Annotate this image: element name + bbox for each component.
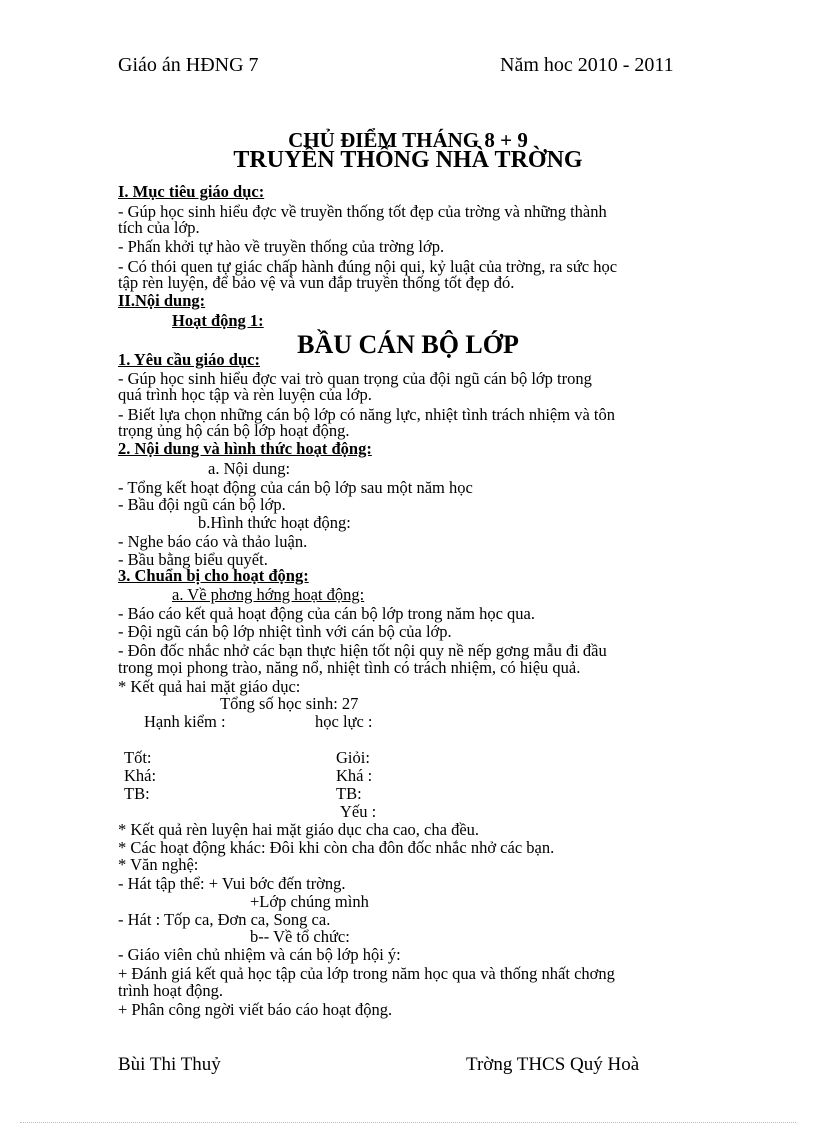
- academic-label: học lực :: [315, 712, 373, 731]
- text-line: - Hát : Tốp ca, Đơn ca, Song ca.: [118, 910, 331, 929]
- text-line: - Gúp học sinh hiểu đợc về truyền thống tốt đẹp của trờng và những thành: [118, 202, 607, 221]
- subheading-form: b.Hình thức hoạt động:: [198, 513, 351, 532]
- text-line: - Biết lựa chọn những cán bộ lớp có năng lực, nhiệt tình trách nhiệm và tôn: [118, 405, 615, 424]
- text-line: trong mọi phong trào, năng nổ, nhiệt tình có trách nhiệm, có hiệu quả.: [118, 658, 581, 677]
- text-line: trọng ủng hộ cán bộ lớp hoạt động.: [118, 421, 350, 440]
- text-line: - Đội ngũ cán bộ lớp nhiệt tình với cán bộ của lớp.: [118, 622, 452, 641]
- section-heading-requirements: 1. Yêu cầu giáo dục:: [118, 350, 260, 369]
- text-line: * Kết quả rèn luyện hai mặt giáo dục cha cao, cha đều.: [118, 820, 480, 839]
- text-line: +Lớp chúng mình: [250, 892, 369, 911]
- text-line: - Nghe báo cáo và thảo luận.: [118, 532, 308, 551]
- text-line: - Tổng kết hoạt động của cán bộ lớp sau một năm học: [118, 478, 473, 497]
- conduct-good: Tốt:: [124, 748, 152, 767]
- section-heading-preparation: 3. Chuẩn bị cho hoạt động:: [118, 566, 309, 585]
- section-heading-content: II.Nội dung:: [118, 291, 206, 310]
- text-line: - Bầu bằng biểu quyết.: [118, 550, 268, 569]
- text-line: tích của lớp.: [118, 218, 200, 237]
- text-line: - Gúp học sinh hiểu đợc vai trò quan trọng của đội ngũ cán bộ lớp trong: [118, 369, 592, 388]
- subheading-organization: b-- Về tổ chức:: [250, 927, 350, 946]
- text-line: - Đôn đốc nhắc nhở các bạn thực hiện tốt nội quy nề nếp gơng mẫu đi đầu: [118, 641, 607, 660]
- conduct-fair: Khá:: [124, 766, 157, 785]
- footer-author: Bùi Thi Thuỷ: [118, 1054, 221, 1075]
- text-line: - Giáo viên chủ nhiệm và cán bộ lớp hội ý:: [118, 945, 401, 964]
- text-line: + Phân công ngời viết báo cáo hoạt động.: [118, 1000, 393, 1019]
- subheading-direction: a. Về phơng hớng hoạt động:: [172, 585, 365, 604]
- text-line: * Các hoạt động khác: Đôi khi còn cha đôn đốc nhắc nhở các bạn.: [118, 838, 555, 857]
- subject-title: CHỦ ĐIỂM THÁNG 8 + 9: [288, 128, 528, 152]
- conduct-label: Hạnh kiểm :: [144, 712, 226, 731]
- activity-heading: Hoạt động 1:: [172, 311, 264, 330]
- text-line: - Báo cáo kết quả hoạt động của cán bộ lớp trong năm học qua.: [118, 604, 535, 623]
- section-heading-goals: I. Mục tiêu giáo dục:: [118, 182, 265, 201]
- text-line: + Đánh giá kết quả học tập của lớp trong năm học qua và thống nhất chơng: [118, 964, 615, 983]
- text-line: trình hoạt động.: [118, 981, 223, 1000]
- header-right: Năm hoc 2010 - 2011: [500, 54, 674, 76]
- header-left: Giáo án HĐNG 7: [118, 54, 259, 76]
- student-total: Tổng số học sinh: 27: [220, 694, 359, 713]
- academic-fair: Khá :: [336, 766, 373, 785]
- text-line: * Văn nghệ:: [118, 855, 199, 874]
- text-line: - Phấn khởi tự hào về truyền thống của trờng lớp.: [118, 237, 445, 256]
- activity-title: BẦU CÁN BỘ LỚP: [297, 330, 519, 359]
- text-line: - Bầu đội ngũ cán bộ lớp.: [118, 495, 286, 514]
- text-line: quá trình học tập và rèn luyện của lớp.: [118, 385, 372, 404]
- text-line: tập rèn luyện, để bảo vệ và vun đắp truyền thống tốt đẹp đó.: [118, 273, 515, 292]
- theme-title: TRUYỀN THỐNG NHÀ TRỜNG: [233, 147, 583, 173]
- subheading-content: a. Nội dung:: [208, 459, 291, 478]
- text-line: - Hát tập thể: + Vui bớc đến trờng.: [118, 874, 346, 893]
- footer-school: Trờng THCS Quý Hoà: [466, 1054, 640, 1075]
- section-heading-content-form: 2. Nội dung và hình thức hoạt động:: [118, 439, 372, 458]
- text-line: - Có thói quen tự giác chấp hành đúng nội qui, kỷ luật của trờng, ra sức học: [118, 257, 618, 276]
- academic-average: TB:: [336, 784, 362, 803]
- conduct-average: TB:: [124, 784, 150, 803]
- academic-excellent: Giỏi:: [336, 748, 370, 767]
- text-line: * Kết quả hai mặt giáo dục:: [118, 677, 301, 696]
- academic-weak: Yếu :: [340, 802, 377, 821]
